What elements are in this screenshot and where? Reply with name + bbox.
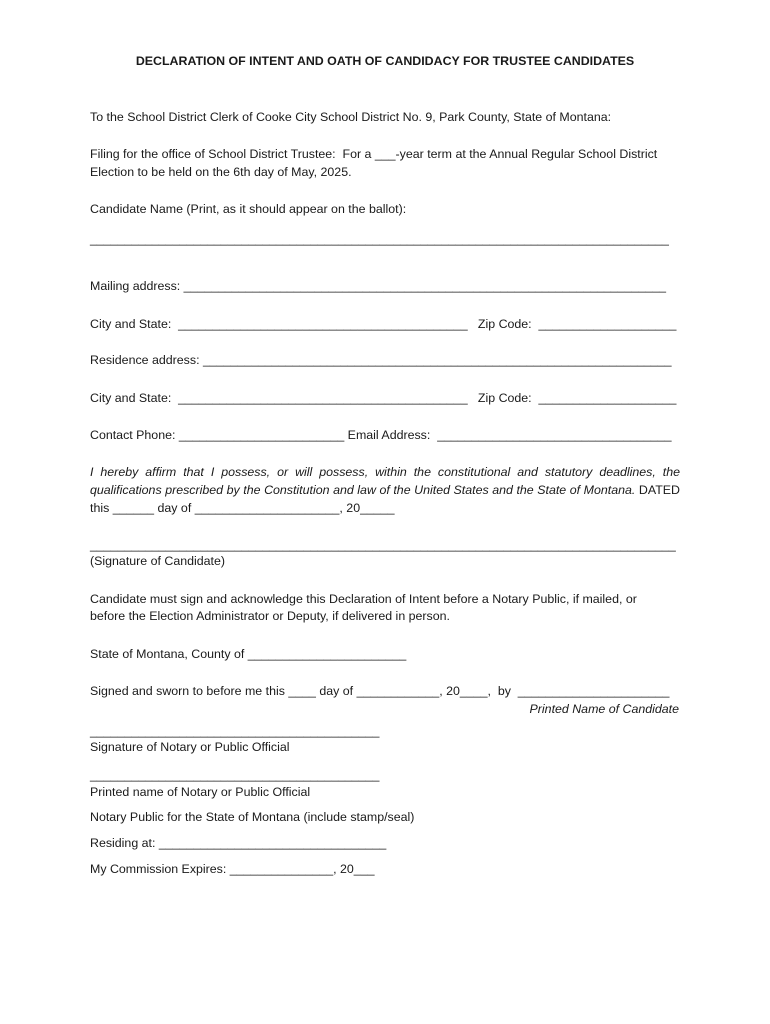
notary-signature-label: Signature of Notary or Public Official [90,740,290,754]
candidate-name-field[interactable]: ____________________________________________________________________________________ [90,232,669,246]
affirmation-paragraph [90,463,680,517]
notice-line-2: before the Election Administrator or Deputy, if delivered in person. [90,609,450,623]
residence-address-field[interactable]: Residence address: ____________________________________________________________________ [90,353,672,367]
document-title: DECLARATION OF INTENT AND OATH OF CANDIDACY FOR TRUSTEE CANDIDATES [135,54,635,68]
city-state-zip-field-1[interactable]: City and State: __________________________________________ Zip Code: ____________________ [90,317,677,331]
county-field[interactable]: State of Montana, County of _______________________ [90,647,407,661]
candidate-signature-label: (Signature of Candidate) [90,554,226,568]
printed-name-candidate-label: Printed Name of Candidate [529,702,679,716]
commission-expires-field[interactable]: My Commission Expires: _______________, 20___ [90,862,375,876]
notary-name-label: Printed name of Notary or Public Official [90,785,311,799]
sworn-field[interactable]: Signed and sworn to before me this ____ day of ____________, 20____, by ______________________ [90,684,670,698]
notary-name-field[interactable]: __________________________________________ [90,768,380,782]
mailing-address-field[interactable]: Mailing address: ______________________________________________________________________ [90,279,667,293]
candidate-name-label: Candidate Name (Print, as it should appear on the ballot): [90,202,407,216]
contact-field[interactable]: Contact Phone: ________________________ Email Address: __________________________________ [90,428,672,442]
filing-line-1: Filing for the office of School District Trustee: For a ___-year term at the Annual Regular School District [90,147,658,161]
notice-line-1: Candidate must sign and acknowledge this Declaration of Intent before a Notary Public, if mailed, or [90,592,637,606]
salutation: To the School District Clerk of Cooke City School District No. 9, Park County, State of Montana: [90,110,612,124]
city-state-zip-field-2[interactable]: City and State: __________________________________________ Zip Code: ____________________ [90,391,677,405]
residing-at-field[interactable]: Residing at: _________________________________ [90,836,387,850]
candidate-signature-field[interactable]: _____________________________________________________________________________________ [90,538,676,552]
notary-state-label: Notary Public for the State of Montana (include stamp/seal) [90,810,415,824]
notary-signature-field[interactable]: __________________________________________ [90,724,380,738]
filing-line-2: Election to be held on the 6th day of May, 2025. [90,165,352,179]
affirmation-dated[interactable]: DATED this ______ day of _____________________, 20_____ [90,483,680,515]
affirmation-text: I hereby affirm that I possess, or will possess, within the constitutional and statutory deadlines, the qualifications prescribed by the Constitution and law of the United States and the State of Montana. [90,465,680,497]
